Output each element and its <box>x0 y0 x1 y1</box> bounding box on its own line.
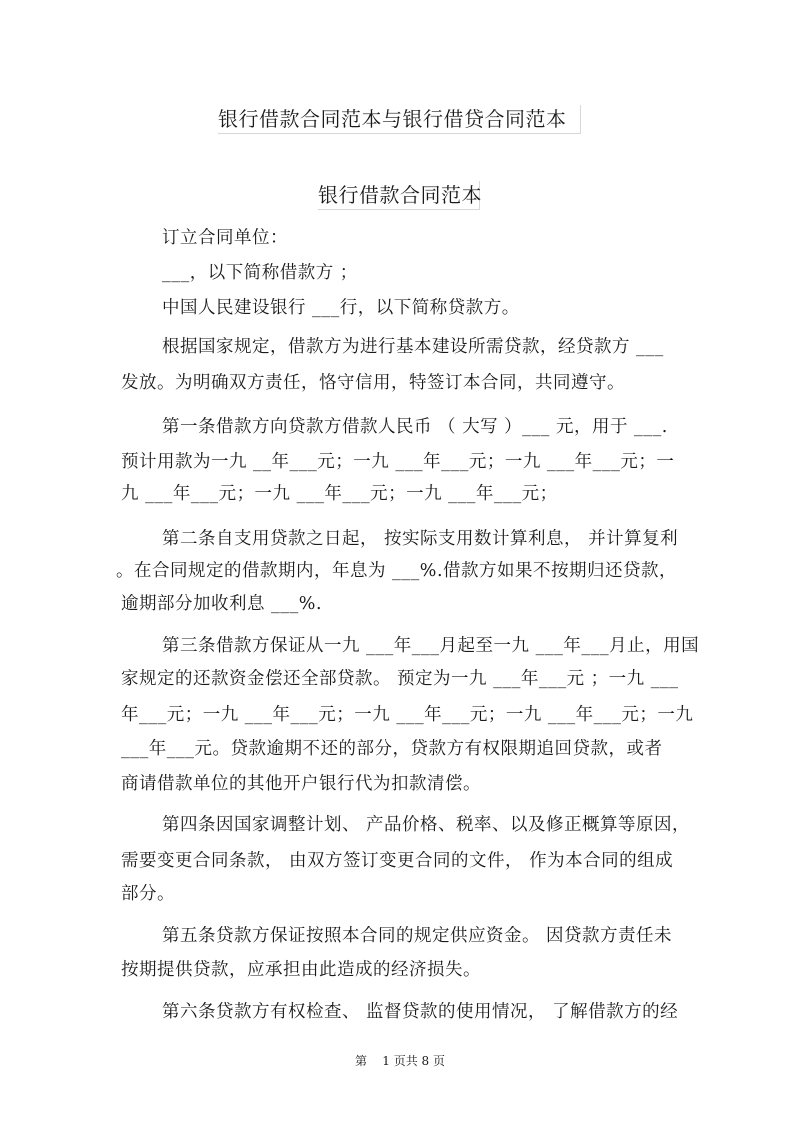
text-line: 。在合同规定的借款期内，年息为 ___%.借款方如果不按期归还贷款， <box>116 561 678 581</box>
text-line: 订立合同单位： <box>162 228 288 248</box>
text-line: 九 ___年___元；一九 ___年___元；一九 ___年___元； <box>121 484 558 504</box>
text-line: 第六条贷款方有权检查、 监督贷款的使用情况， 了解借款方的经 <box>162 1002 679 1022</box>
text-line: ___，以下简称借款方 ； <box>162 263 358 283</box>
text-line: 第四条因国家调整计划、 产品价格、税率、以及修正概算等原因， <box>162 815 691 835</box>
text-line: 商请借款单位的其他开户银行代为扣款清偿。 <box>121 774 481 794</box>
text-line: 第二条自支用贷款之日起， 按实际支用数计算利息， 并计算复利 <box>162 529 679 549</box>
text-line: 需要变更合同条款， 由双方签订变更合同的文件， 作为本合同的组成 <box>121 851 674 871</box>
text-line: ___年___元。贷款逾期不还的部分，贷款方有权限期追回贷款，或者 <box>121 739 663 759</box>
page-number: 第 1 页共 8 页 <box>355 1054 445 1068</box>
text-line: 按期提供贷款，应承担由此造成的经济损失。 <box>121 960 481 980</box>
section-title: 银行借款合同范本 <box>318 181 480 210</box>
text-line: 第一条借款方向贷款方借款人民币 （ 大写 ）___ 元，用于 ___. <box>162 417 668 437</box>
text-line: 根据国家规定，借款方为进行基本建设所需贷款，经贷款方 ___ <box>162 337 664 357</box>
text-line: 中国人民建设银行 ___行，以下简称贷款方。 <box>162 298 520 318</box>
text-line: 家规定的还款资金偿还全部贷款。 预定为一九 ___年___元 ；一九 ___ <box>121 669 679 689</box>
text-line: 逾期部分加收利息 ___%. <box>121 594 323 614</box>
text-line: 第三条借款方保证从一九 ___年___月起至一九 ___年___月止，用国 <box>162 636 700 656</box>
text-line: 发放。为明确双方责任，恪守信用，特签订本合同，共同遵守。 <box>121 373 625 393</box>
text-line: 年___元；一九 ___年___元；一九 ___年___元；一九 ___年___元；一九 <box>121 705 694 725</box>
text-line: 第五条贷款方保证按照本合同的规定供应资金。 因贷款方责任未 <box>162 926 673 946</box>
text-line: 预计用款为一九 __年___元；一九 ___年___元；一九 ___年___元；一 <box>121 452 675 472</box>
document-title: 银行借款合同范本与银行借贷合同范本 <box>218 105 581 134</box>
text-line: 部分。 <box>121 884 175 904</box>
